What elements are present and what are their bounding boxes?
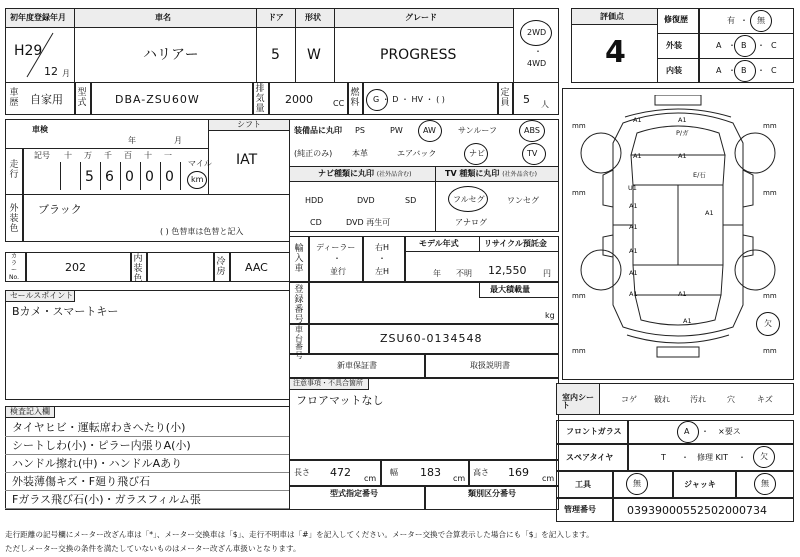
width-value: 183 (420, 466, 441, 479)
usage-sep6 (362, 82, 364, 115)
equipment-item: PW (390, 126, 403, 135)
footer-line1: 走行距離の記号欄にメーター改ざん車は「*」、メーター交換車は「$」、走行不明車は「#」を記入してください。メーター交換で合算表示した場合にも「$」を記入します。 (5, 530, 594, 539)
exterior-label: 外装 (666, 41, 682, 50)
inspector-label: 検査記入欄 (10, 407, 50, 416)
grade-label: グレード (405, 13, 437, 22)
repair-yes: 有 (727, 16, 735, 25)
tv-title: TV 種類に丸印 (社外品含む) (445, 169, 537, 178)
score-label: 評価点 (600, 12, 624, 21)
spare-sep (627, 444, 629, 471)
equipment-item: TV (527, 149, 538, 158)
reg-month: 12 (44, 65, 58, 78)
displacement-label: 排気量 (255, 84, 265, 114)
import-dealer: ディーラー (316, 243, 356, 252)
color-no-sep3 (146, 252, 148, 282)
inspector-rule (5, 436, 290, 437)
damage-mark: A1 (629, 247, 638, 255)
dims-sep2 (468, 460, 470, 486)
seat-item: キズ (757, 395, 773, 404)
svg-text:mm: mm (763, 347, 777, 355)
mileage-digit: 0 (165, 169, 174, 185)
mgmt-sep (612, 498, 614, 522)
svg-text:mm: mm (572, 189, 586, 197)
equipment-item: PS (355, 126, 365, 135)
drive-opt-2wd: 2WD (527, 28, 547, 37)
type-no-sep (424, 486, 426, 510)
usage-row (5, 82, 559, 115)
damage-mark: A1 (629, 290, 638, 298)
mileage-digit-label: 十 (144, 151, 152, 160)
height-value: 169 (508, 466, 529, 479)
equipment-label: 装備品に丸印 (294, 126, 342, 135)
equipment-item: 本革 (352, 149, 368, 158)
equipment-item: ABS (524, 126, 540, 135)
shape-value: W (307, 47, 321, 63)
seat-item: 汚れ (690, 395, 706, 404)
windshield-label: フロントガラス (566, 427, 622, 436)
mileage-digit: 6 (105, 169, 114, 185)
length-label: 長さ (294, 468, 310, 477)
svg-text:mm: mm (763, 189, 777, 197)
spare-label: スペアタイヤ (566, 453, 614, 462)
equipment-item: ナビ (469, 149, 485, 158)
svg-text:mm: mm (572, 347, 586, 355)
capacity-label: 定員 (500, 88, 510, 108)
inspector-line: Fガラス飛び石(小)・ガラスフィルム張 (12, 493, 201, 506)
tv-analog: アナログ (455, 218, 487, 227)
mileage-label: 走行 (9, 160, 19, 180)
color-note: ( ) 色替車は色替と記入 (160, 227, 244, 236)
color-no-sep1 (25, 252, 27, 282)
damage-mark: A1 (629, 223, 638, 231)
inspector-rule (5, 490, 290, 491)
score-value: 4 (605, 35, 626, 70)
notes-cell (289, 378, 559, 460)
svg-text:mm: mm (763, 292, 777, 300)
windshield-sep (627, 420, 629, 444)
exterior-dot2: ・ (757, 41, 765, 50)
footer-line2: ただしメーター交換の条件を満たしていないものはメーター改ざん車扱いとなります。 (5, 544, 301, 553)
mileage-digit: 0 (145, 169, 154, 185)
ac-label: 冷房 (216, 257, 226, 277)
shape-label: 形状 (305, 13, 321, 22)
width-unit: cm (453, 474, 466, 483)
reg-month-unit: 月 (62, 69, 70, 78)
handle-left: 左H (375, 267, 390, 276)
nav-dvd: DVD (357, 196, 375, 205)
interior-sep (698, 58, 700, 83)
width-label: 幅 (390, 468, 398, 477)
equipment-item: エアバック (397, 149, 437, 158)
reg-no-label: 登録番号 (294, 285, 304, 325)
spare-kit: 修理 KIT (697, 453, 729, 462)
chassis-sep (308, 324, 310, 354)
max-load-unit: kg (545, 311, 555, 320)
inspector-rule (5, 472, 290, 473)
height-unit: cm (542, 474, 555, 483)
tools-label: 工具 (575, 480, 591, 489)
mileage-unit-mile: マイル (188, 159, 212, 168)
damage-mark: A1 (629, 202, 638, 210)
equipment-sub-label: (純正のみ) (294, 149, 333, 158)
damage-mark: A1 (678, 116, 687, 124)
interior-b: B (741, 66, 747, 75)
mgmt-label: 管理番号 (564, 505, 596, 514)
color-no-sep2 (130, 252, 132, 282)
drive-dot: ・ (534, 47, 542, 56)
displacement-value: 2000 (285, 93, 313, 106)
sales-point-text: Bカメ・スマートキー (12, 305, 119, 318)
repair-no: 無 (757, 16, 765, 25)
grade-value: PROGRESS (380, 47, 457, 63)
windshield-a: A (684, 427, 690, 436)
mileage-digit: 0 (125, 169, 134, 185)
equipment-item: サンルーフ (458, 126, 497, 135)
svg-text:mm: mm (572, 292, 586, 300)
spare-dot2: ・ (738, 453, 746, 462)
mgmt-value: 0393900055250200073​4 (627, 504, 767, 517)
nav-cd: CD (310, 218, 322, 227)
mileage-digit-cell (60, 162, 81, 190)
inspection-month-unit: 月 (174, 136, 182, 145)
type-no-label: 型式指定番号 (330, 489, 378, 498)
shift-value: IAT (236, 152, 258, 168)
inspector-line: 外装薄傷キズ・F廻り飛び石 (12, 475, 151, 488)
import-sep1 (308, 236, 310, 282)
ac-value: AAC (245, 261, 268, 274)
inspector-line: シートしわ(小)・ピラー内張りA(小) (12, 439, 191, 452)
model-label: 型式 (77, 88, 87, 108)
color-no-sep4 (213, 252, 215, 282)
spare-dot1: ・ (681, 453, 689, 462)
color-no-sep5 (229, 252, 231, 282)
model-year-unit: 年 (433, 269, 441, 278)
interior-label: 内装 (666, 66, 682, 75)
max-load-label: 最大積載量 (490, 285, 530, 294)
usage-sep5 (347, 82, 349, 115)
capacity-unit: 人 (541, 100, 549, 109)
nav-hdd: HDD (305, 196, 324, 205)
inspection-label: 車検 (32, 125, 48, 134)
inspector-rule (5, 454, 290, 455)
color-value: ブラック (38, 203, 82, 216)
repair-label: 修復歴 (664, 15, 688, 24)
repair-dot: ・ (740, 16, 748, 25)
jack-label: ジャッキ (684, 480, 716, 489)
reg-year: H29 (14, 43, 43, 59)
usage-sep3 (252, 82, 254, 115)
seat-label: 室内シート (562, 393, 594, 410)
height-label: 高さ (473, 468, 489, 477)
damage-mark: A1 (629, 269, 638, 277)
tools-value: 無 (633, 479, 641, 488)
nav-title: ナビ種類に丸印 (社外品含む) (318, 169, 412, 178)
color-label-sep (22, 194, 24, 242)
spare-missing: 欠 (760, 452, 768, 461)
interior-a: A (716, 66, 722, 75)
warranty-sep (424, 354, 426, 378)
damage-mark: A1 (633, 116, 642, 124)
type-cat-label: 類別区分番号 (468, 489, 516, 498)
car-diagram (565, 95, 791, 375)
exterior-c: C (771, 41, 777, 50)
usage-sep2 (90, 82, 92, 115)
spare-t: T (661, 453, 666, 462)
jack-value: 無 (761, 479, 769, 488)
inspector-line: ハンドル擦れ(中)・ハンドルAあり (12, 457, 183, 470)
door-label: ドア (268, 13, 284, 22)
displacement-unit: CC (333, 99, 345, 108)
tools-sep3 (735, 471, 737, 498)
fuel-label: 燃料 (350, 88, 360, 108)
handle-dot: ・ (378, 254, 386, 263)
car-name-label: 車名 (155, 13, 171, 22)
nav-dvd-playable: DVD 再生可 (346, 218, 391, 227)
seat-item: 穴 (727, 395, 735, 404)
length-value: 472 (330, 466, 351, 479)
repair-sep (698, 8, 700, 34)
interior-color-label: 内装色 (133, 254, 143, 284)
nav-sd: SD (405, 196, 417, 205)
damage-mark: U1 (628, 184, 637, 192)
mileage-digit-label: 一 (164, 151, 172, 160)
missing-mark: 欠 (764, 319, 772, 328)
exterior-dot1: ・ (728, 41, 736, 50)
chassis-label: 車台番号 (295, 325, 303, 360)
mileage-digit-label: 十 (64, 151, 72, 160)
model-year-label: モデル年式 (419, 239, 459, 248)
color-no-value: 202 (65, 261, 86, 274)
inspector-rule (5, 508, 290, 509)
mileage-unit-km: km (191, 175, 204, 184)
handle-right: 右H (375, 243, 390, 252)
damage-mark: A1 (705, 209, 714, 217)
fuel-options: G ・ D ・ HV ・ ( ) (373, 95, 445, 104)
mileage-digit-label: 万 (84, 151, 92, 160)
import-label: 輸入車 (294, 244, 304, 274)
interior-c: C (771, 66, 777, 75)
import-dot: ・ (333, 254, 341, 263)
tv-oneseg: ワンセグ (507, 196, 539, 205)
chassis-value: ZSU60-0134548 (380, 332, 483, 345)
recycle-unit: 円 (543, 269, 551, 278)
seat-item: 破れ (654, 395, 670, 404)
drive-opt-4wd: 4WD (527, 59, 547, 68)
inspector-line: タイヤヒビ・運転席わきへたり(小) (12, 421, 186, 434)
first-reg-label: 初年度登録年月 (10, 13, 66, 22)
recycle-label: リサイクル預託金 (484, 239, 547, 248)
model-year-unknown: 不明 (456, 269, 472, 278)
windshield-dot: ・ (701, 427, 709, 436)
model-value: DBA-ZSU60W (115, 93, 200, 106)
damage-mark: A1 (633, 152, 642, 160)
color-no-label: カラーNo. (9, 253, 19, 281)
svg-text:mm: mm (763, 122, 777, 130)
shift-label: シフト (237, 120, 261, 129)
tools-sep1 (612, 471, 614, 498)
exterior-b: B (741, 41, 747, 50)
warranty-manual: 取扱説明書 (470, 361, 510, 370)
interior-dot1: ・ (728, 66, 736, 75)
usage-value: 自家用 (30, 93, 63, 106)
damage-mark: A1 (678, 152, 687, 160)
mileage-digit-label: 千 (104, 151, 112, 160)
usage-label: 車歴 (9, 88, 19, 108)
usage-sep8 (512, 82, 514, 115)
inspection-year-unit: 年 (128, 136, 136, 145)
capacity-value: 5 (523, 93, 530, 106)
usage-sep4 (268, 82, 270, 115)
equipment-item: AW (423, 126, 436, 135)
damage-mark: E/石 (693, 171, 706, 179)
warranty-new: 新車保証書 (337, 361, 377, 370)
interior-dot2: ・ (757, 66, 765, 75)
svg-text:mm: mm (572, 122, 586, 130)
mileage-label-sep (22, 148, 24, 195)
tv-fullseg: フルセグ (453, 195, 485, 204)
usage-sep7 (497, 82, 499, 115)
color-cell (5, 194, 290, 242)
tools-sep2 (672, 471, 674, 498)
color-label: 外装色 (9, 204, 19, 234)
damage-mark: A1 (683, 317, 692, 325)
import-parallel: 並行 (330, 267, 346, 276)
notes-label: 注意事項・不具合箇所 (293, 379, 363, 387)
notes-text: フロアマットなし (296, 394, 384, 407)
usage-sep1 (74, 82, 76, 115)
seat-item: コゲ (621, 395, 637, 404)
damage-mark: P/ガ (676, 129, 689, 137)
exterior-sep (698, 33, 700, 59)
sales-point-label: セールスポイント (10, 291, 74, 300)
recycle-value: 12,550 (488, 264, 527, 277)
import-sep2 (362, 236, 364, 282)
windshield-replace: ×要ス (718, 427, 741, 436)
doors-value: 5 (271, 47, 280, 63)
mileage-digit-label: 百 (124, 151, 132, 160)
dims-sep1 (380, 460, 382, 486)
mileage-digit: 5 (85, 169, 94, 185)
damage-mark: A1 (678, 290, 687, 298)
mileage-sub-label: 記号 (34, 151, 50, 160)
length-unit: cm (364, 474, 377, 483)
reg-no-sep (308, 282, 310, 324)
car-name-value: ハリアー (143, 47, 199, 63)
exterior-a: A (716, 41, 722, 50)
